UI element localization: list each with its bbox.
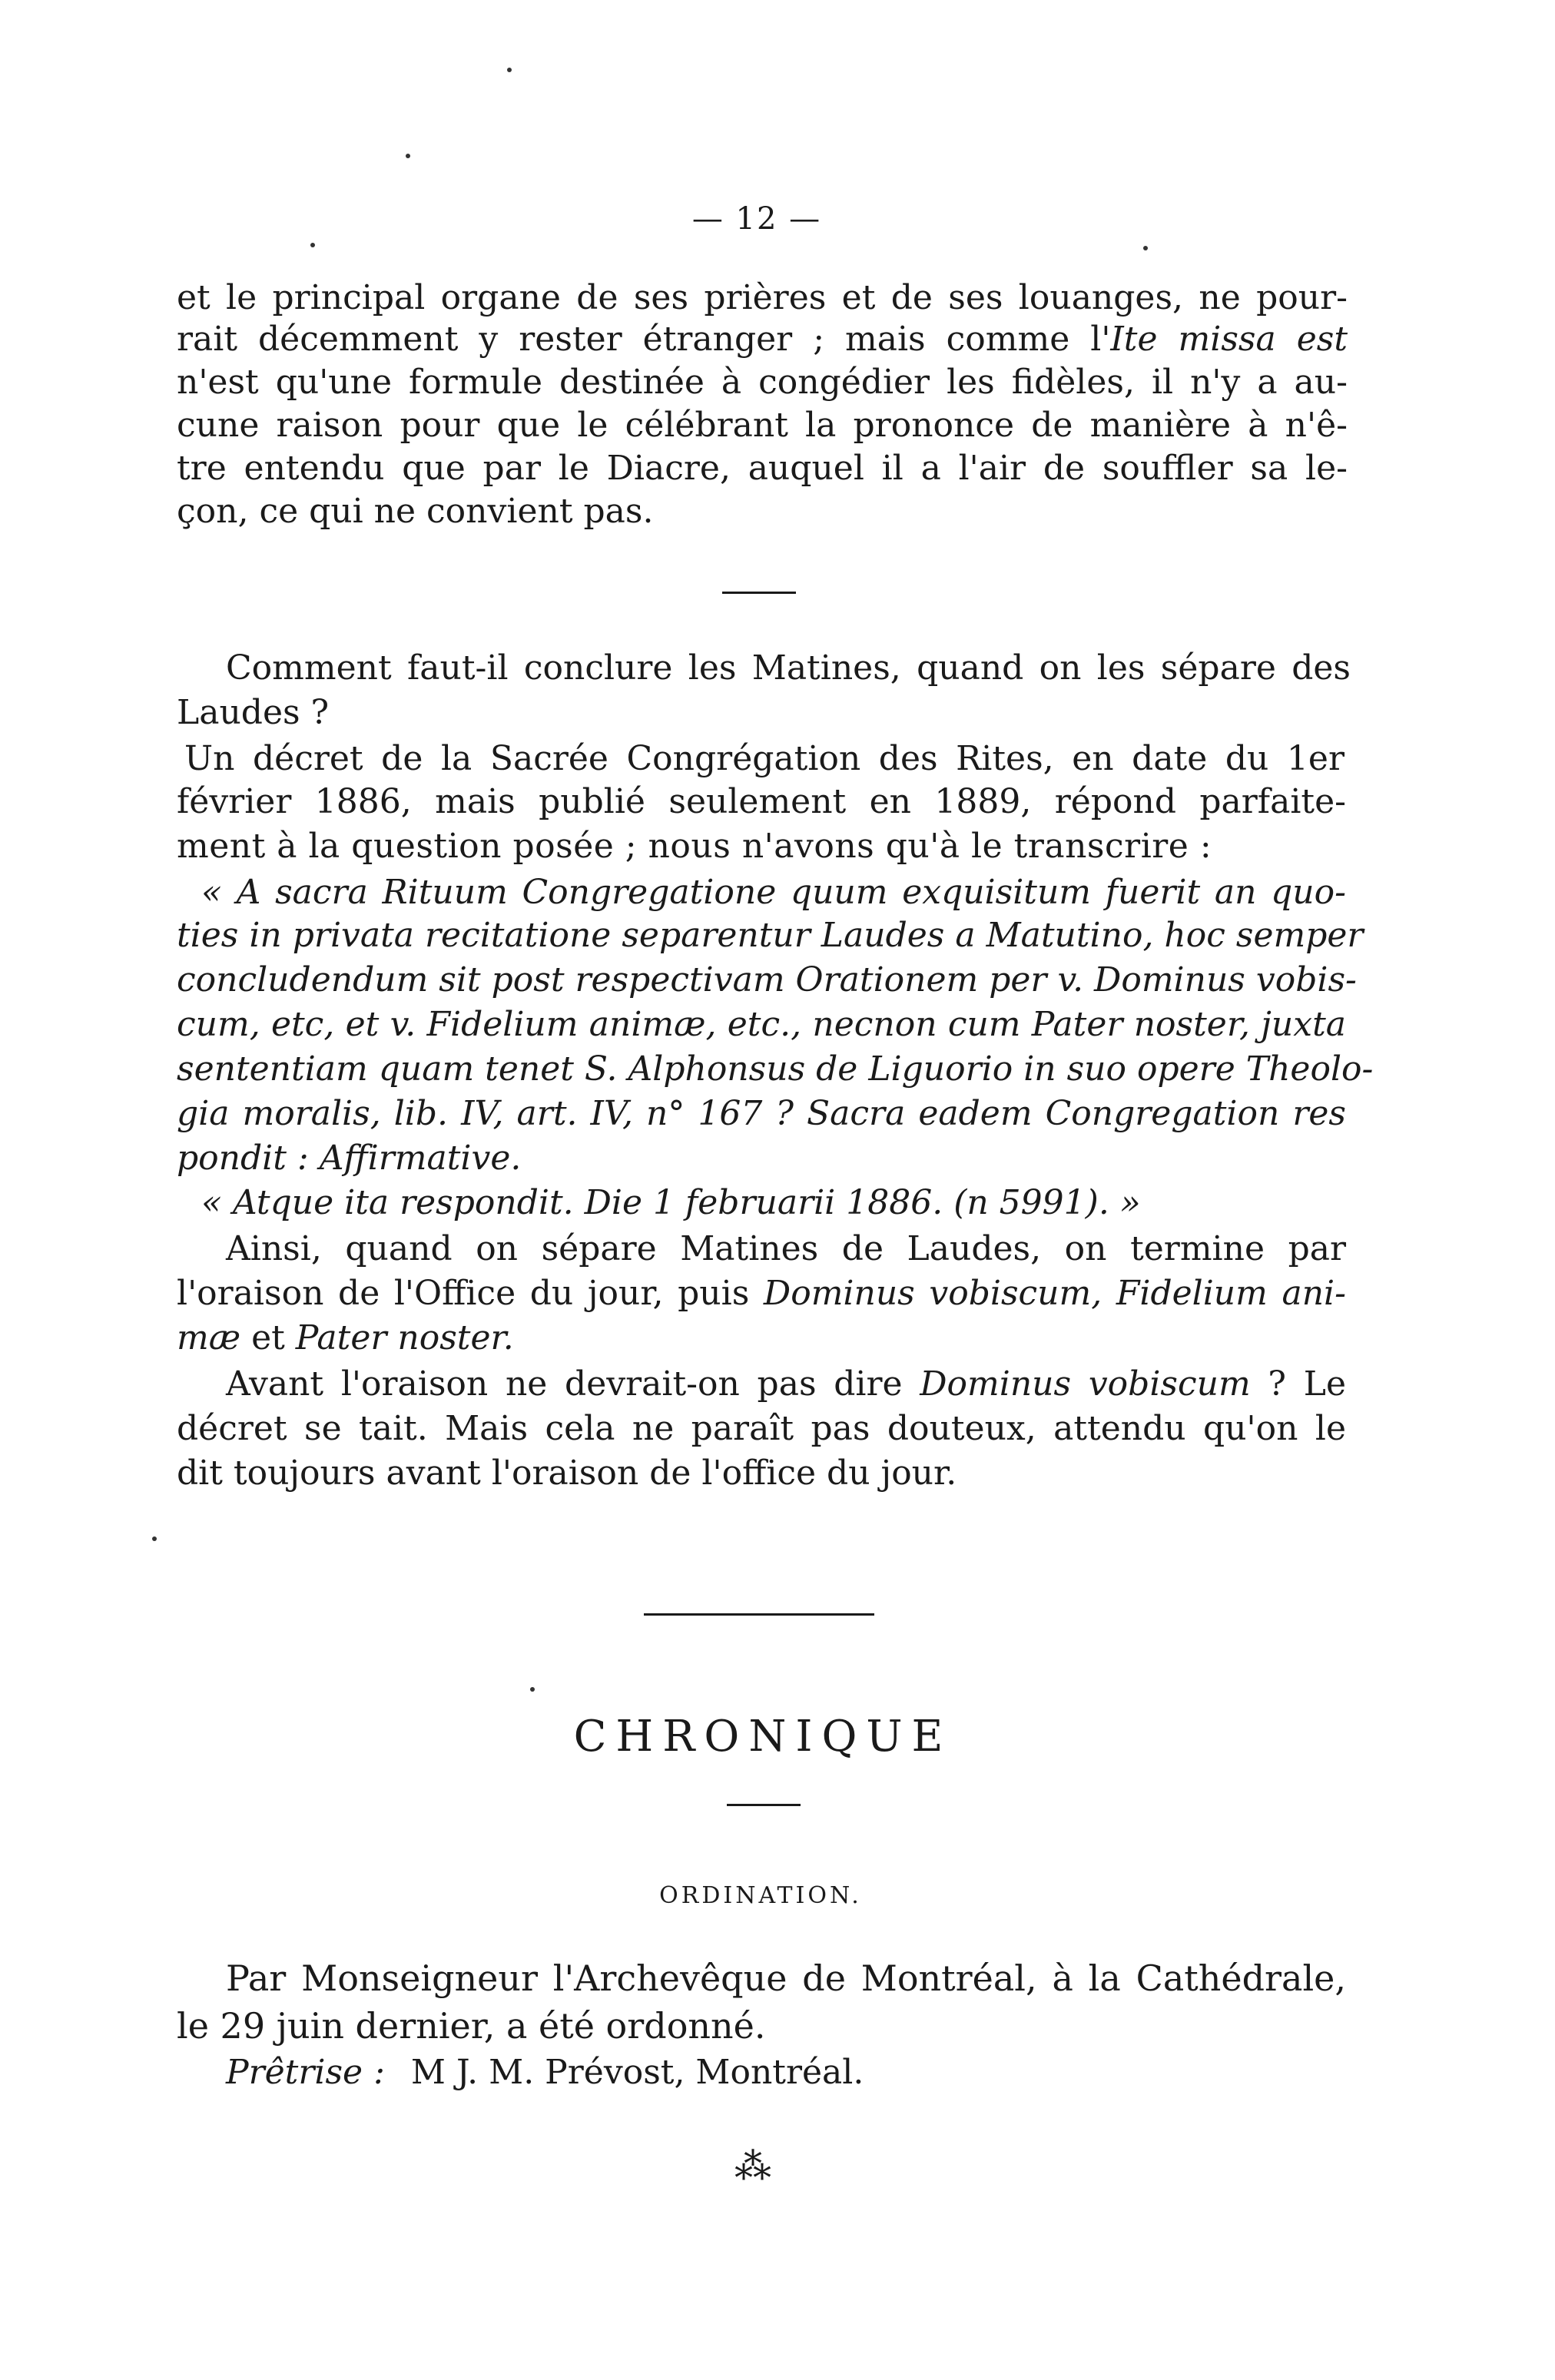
text-span: Avant l'oraison ne devrait-on pas dire xyxy=(226,1364,920,1404)
text-line: çon, ce qui ne convient pas. xyxy=(177,492,654,531)
italic-span: mæ xyxy=(177,1318,241,1357)
text-line: le 29 juin dernier, a été ordonné. xyxy=(177,2005,766,2047)
text-line: tre entendu que par le Diacre, auquel il a l'air de souffler sa le- xyxy=(177,449,1348,488)
text-span: l'oraison de l'Office du jour, puis xyxy=(177,1274,764,1313)
print-speck xyxy=(310,243,315,247)
print-speck xyxy=(152,1536,157,1541)
text-line: février 1886, mais publié seulement en 1889, répond parfaite- xyxy=(177,782,1346,821)
text-line: Ainsi, quand on sépare Matines de Laudes, on termine par xyxy=(226,1229,1346,1268)
text-line: concludendum sit post respectivam Orationem per v. Dominus vobis- xyxy=(177,960,1357,999)
text-line: gia moralis, lib. IV, art. IV, n° 167 ? Sacra eadem Congregation res xyxy=(177,1094,1346,1133)
print-speck xyxy=(1143,246,1148,250)
pretrise-name: M J. M. Prévost, Montréal. xyxy=(410,2053,864,2092)
text-line: cune raison pour que le célébrant la prononce de manière à n'ê- xyxy=(177,406,1348,445)
text-line xyxy=(226,1364,1346,1404)
text-line: Par Monseigneur l'Archevêque de Montréal, à la Cathédrale, xyxy=(226,1957,1346,1999)
text-line: décret se tait. Mais cela ne paraît pas douteux, attendu qu'on le xyxy=(177,1409,1346,1448)
separator-rule xyxy=(722,592,796,594)
text-line: Laudes ? xyxy=(177,693,330,732)
section-rule xyxy=(644,1613,874,1616)
text-line: n'est qu'une formule destinée à congédier les fidèles, il n'y a au- xyxy=(177,363,1348,402)
section-title: CHRONIQUE xyxy=(573,1712,953,1762)
text-span: et xyxy=(240,1318,296,1357)
print-speck xyxy=(530,1687,535,1692)
text-span: ? Le xyxy=(1250,1364,1346,1404)
italic-span: Ite missa est xyxy=(1110,320,1348,359)
page-number: — 12 — xyxy=(691,201,822,237)
asterism: ⁂ xyxy=(734,2145,771,2188)
text-line xyxy=(177,1274,1346,1313)
text-line: Un décret de la Sacrée Congrégation des Rites, en date du 1er xyxy=(184,739,1344,778)
text-line xyxy=(177,1318,514,1357)
text-line: « A sacra Rituum Congregatione quum exquisitum fuerit an quo- xyxy=(201,873,1346,912)
print-speck xyxy=(406,154,410,158)
text-line: sententiam quam tenet S. Alphonsus de Liguorio in suo opere Theolo- xyxy=(177,1049,1374,1089)
text-line: pondit : Affirmative. xyxy=(177,1139,522,1178)
text-line: et le principal organe de ses prières et de ses louanges, ne pour- xyxy=(177,278,1348,317)
text-line: ties in privata recitatione separentur Laudes a Matutino, hoc semper xyxy=(177,916,1364,955)
subsection-title: ORDINATION. xyxy=(659,1882,862,1909)
text-line: Comment faut-il conclure les Matines, quand on les sépare des xyxy=(226,648,1351,688)
text-line: « Atque ita respondit. Die 1 februarii 1886. (n 5991). » xyxy=(201,1183,1141,1222)
print-speck xyxy=(507,68,512,72)
italic-span: Dominus vobiscum xyxy=(920,1364,1251,1404)
text-line: ment à la question posée ; nous n'avons qu'à le transcrire : xyxy=(177,827,1212,866)
italic-span: Dominus vobiscum, Fidelium ani- xyxy=(763,1274,1346,1313)
text-line: dit toujours avant l'oraison de l'office du jour. xyxy=(177,1454,957,1493)
pretrise-line xyxy=(226,2053,864,2092)
text-line xyxy=(177,320,1348,359)
pretrise-label: Prêtrise : xyxy=(226,2053,385,2092)
italic-span: Pater noster. xyxy=(295,1318,514,1357)
text-span: rait décemment y rester étranger ; mais comme l' xyxy=(177,320,1111,359)
separator-rule xyxy=(727,1804,801,1806)
text-line: cum, etc, et v. Fidelium animæ, etc., necnon cum Pater noster, juxta xyxy=(177,1005,1346,1044)
